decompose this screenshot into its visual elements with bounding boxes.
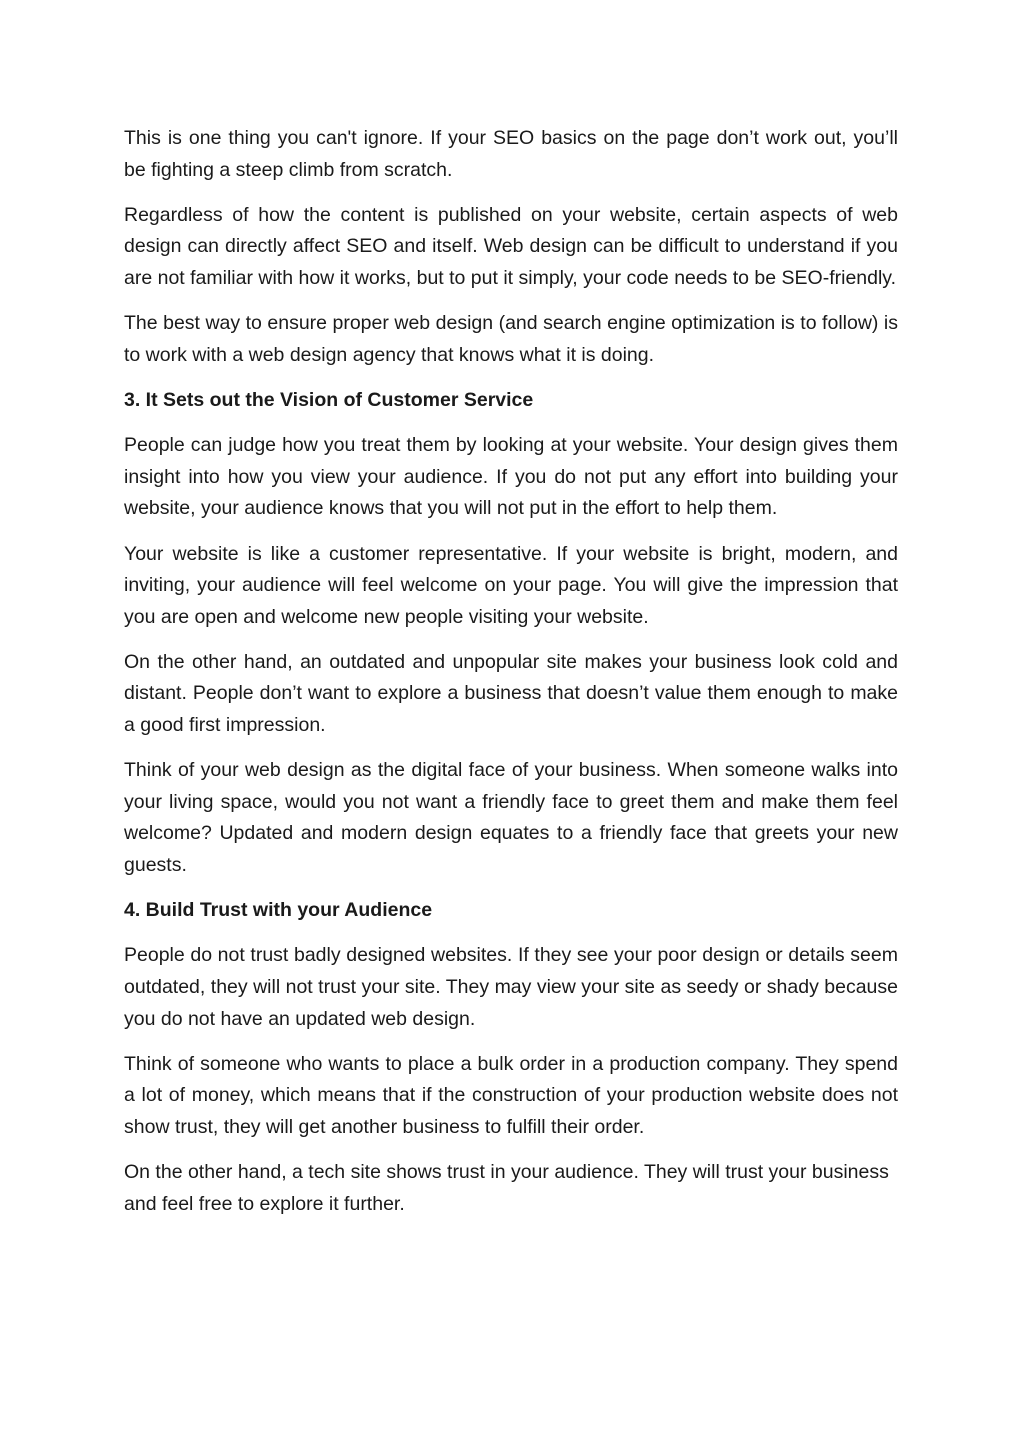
paragraph-tech-site-trust: On the other hand, a tech site shows trust in your audience. They will trust your business and feel free to explore it further. [124,1161,889,1215]
document-page [124,123,898,1234]
paragraph-digital-face: Think of your web design as the digital face of your business. When someone walks into your living space, would you not want a friendly face to greet them and make them feel welcome? Updated and modern design equates to a friendly face that greets your new guests. [124,759,898,877]
paragraph-trust-design: People do not trust badly designed websites. If they see your poor design or details seem outdated, they will not trust your site. They may view your site as seedy or shady because you do not have an updated web design. [124,944,898,1030]
paragraph-web-design-seo: Regardless of how the content is published on your website, certain aspects of web design can directly affect SEO and itself. Web design can be difficult to understand if you are not familiar with how it works, but to put it simply, your code needs to be SEO-friendly. [124,203,898,289]
paragraph-judge-treatment: People can judge how you treat them by looking at your website. Your design gives them insight into how you view your audience. If you do not put any effort into building your website, your audience knows that you will not put in the effort to help them. [124,434,898,520]
section-3-heading: 3. It Sets out the Vision of Customer Service [124,388,534,411]
section-4-heading: 4. Build Trust with your Audience [124,899,433,922]
paragraph-seo-basics: This is one thing you can't ignore. If your SEO basics on the page don’t work out, you’ll be fighting a steep climb from scratch. [124,127,898,181]
paragraph-web-design-agency: The best way to ensure proper web design (and search engine optimization is to follow) is to work with a web design agency that knows what it is doing. [124,312,898,366]
paragraph-customer-representative: Your website is like a customer representative. If your website is bright, modern, and inviting, your audience will feel welcome on your page. You will give the impression that you are open and welcome new people visiting your website. [124,542,898,628]
paragraph-outdated-site: On the other hand, an outdated and unpopular site makes your business look cold and distant. People don’t want to explore a business that doesn’t value them enough to make a good first impression. [124,650,898,737]
paragraph-bulk-order: Think of someone who wants to place a bulk order in a production company. They spend a lot of money, which means that if the construction of your production website does not show trust, they will get another business to fulfill their order. [124,1052,898,1138]
